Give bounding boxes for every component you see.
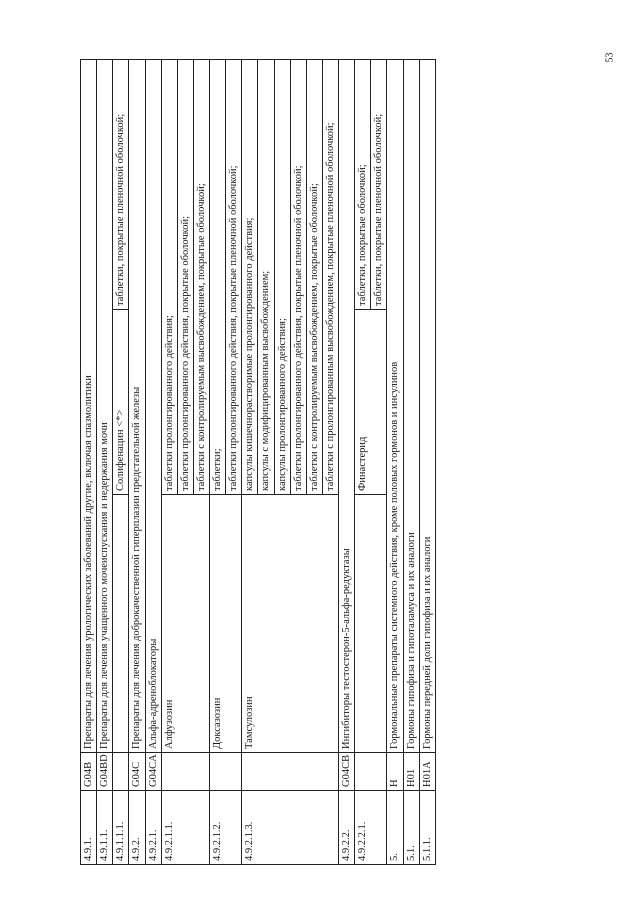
row-number: 4.9.1. [81,791,97,865]
row-number: 4.9.2.1.1. [161,791,209,865]
drug-classification-table [80,59,436,865]
page-number: 53 [604,52,616,63]
row-number: 5.1.1. [419,791,435,865]
row-number: 5.1. [403,791,419,865]
dosage-form: таблетки пролонгированного действия, покрытые оболочкой; [177,60,193,495]
dosage-form: таблетки, покрытые пленочной оболочкой; [371,60,387,310]
row-number: 4.9.2.1.3. [242,791,339,865]
dosage-form: таблетки пролонгированного действия; [161,60,177,495]
atc-code: G04BD [97,753,113,791]
dosage-form: таблетки; [210,60,226,495]
row-number: 4.9.2. [129,791,145,865]
group-name: Препараты для лечения доброкачественной гиперплазии предстательной железы [129,60,145,753]
row-number: 4.9.1.1.1. [113,791,129,865]
table-row [419,60,435,865]
atc-code [242,753,339,791]
table-row [161,60,177,865]
table-row [81,60,97,865]
row-number: 4.9.2.2. [339,791,355,865]
group-name: Препараты для лечения урологических заболеваний другие, включая спазмолитики [81,60,97,753]
dosage-form: таблетки, покрытые пленочной оболочкой; [113,60,129,310]
table-row [97,60,113,865]
atc-code: H01 [403,753,419,791]
group-name: Гормональные препараты системного действия, кроме половых гормонов и инсулинов [387,60,403,753]
atc-code [210,753,242,791]
atc-code: H [387,753,403,791]
drug-name: Солифенацин <*> [113,310,129,495]
dosage-form: таблетки с контролируемым высвобождением, покрытые оболочкой; [306,60,322,495]
table-row [113,60,129,865]
table-row [242,60,258,865]
dosage-form: капсулы с модифицированным высвобождением; [258,60,274,495]
empty-cell [355,495,387,753]
atc-code [161,753,209,791]
table-row [403,60,419,865]
table-row [339,60,355,865]
dosage-form: таблетки с контролируемым высвобождением, покрытые оболочкой; [193,60,209,495]
drug-name: Алфузозин [161,495,209,753]
row-number: 5. [387,791,403,865]
table-row [129,60,145,865]
dosage-form: капсулы кишечнорастворимые пролонгированного действия; [242,60,258,495]
group-name: Гормоны гипофиза и гипоталамуса и их аналоги [403,60,419,753]
table-row [387,60,403,865]
drug-name: Доксазозин [210,495,242,753]
atc-code [355,753,387,791]
dosage-form: таблетки пролонгированного действия, покрытые пленочной оболочкой; [290,60,306,495]
group-name: Препараты для лечения учащенного мочеиспускания и недержания мочи [97,60,113,753]
atc-code: G04C [129,753,145,791]
group-name: Гормоны передней доли гипофиза и их аналоги [419,60,435,753]
table-row [355,60,371,865]
dosage-form: капсулы пролонгированного действия; [274,60,290,495]
document-page [80,60,560,865]
drug-name: Тамсулозин [242,495,339,753]
atc-code: G04CB [339,753,355,791]
empty-cell [113,495,129,753]
row-number: 4.9.2.2.1. [355,791,387,865]
dosage-form: таблетки, покрытые оболочкой; [355,60,371,310]
dosage-form: таблетки пролонгированного действия, покрытые пленочной оболочкой; [226,60,242,495]
atc-code: H01A [419,753,435,791]
atc-code: G04B [81,753,97,791]
table-row [145,60,161,865]
dosage-form: таблетки с пролонгированным высвобождением, покрытые пленочной оболочкой; [322,60,338,495]
row-number: 4.9.2.1. [145,791,161,865]
atc-code: G04CA [145,753,161,791]
row-number: 4.9.2.1.2. [210,791,242,865]
table-row [210,60,226,865]
group-name: Ингибиторы тестостерон-5-альфа-редуктазы [339,60,355,753]
atc-code [113,753,129,791]
row-number: 4.9.1.1. [97,791,113,865]
group-name: Альфа-адреноблокаторы [145,60,161,753]
drug-name: Финастерид [355,310,387,495]
